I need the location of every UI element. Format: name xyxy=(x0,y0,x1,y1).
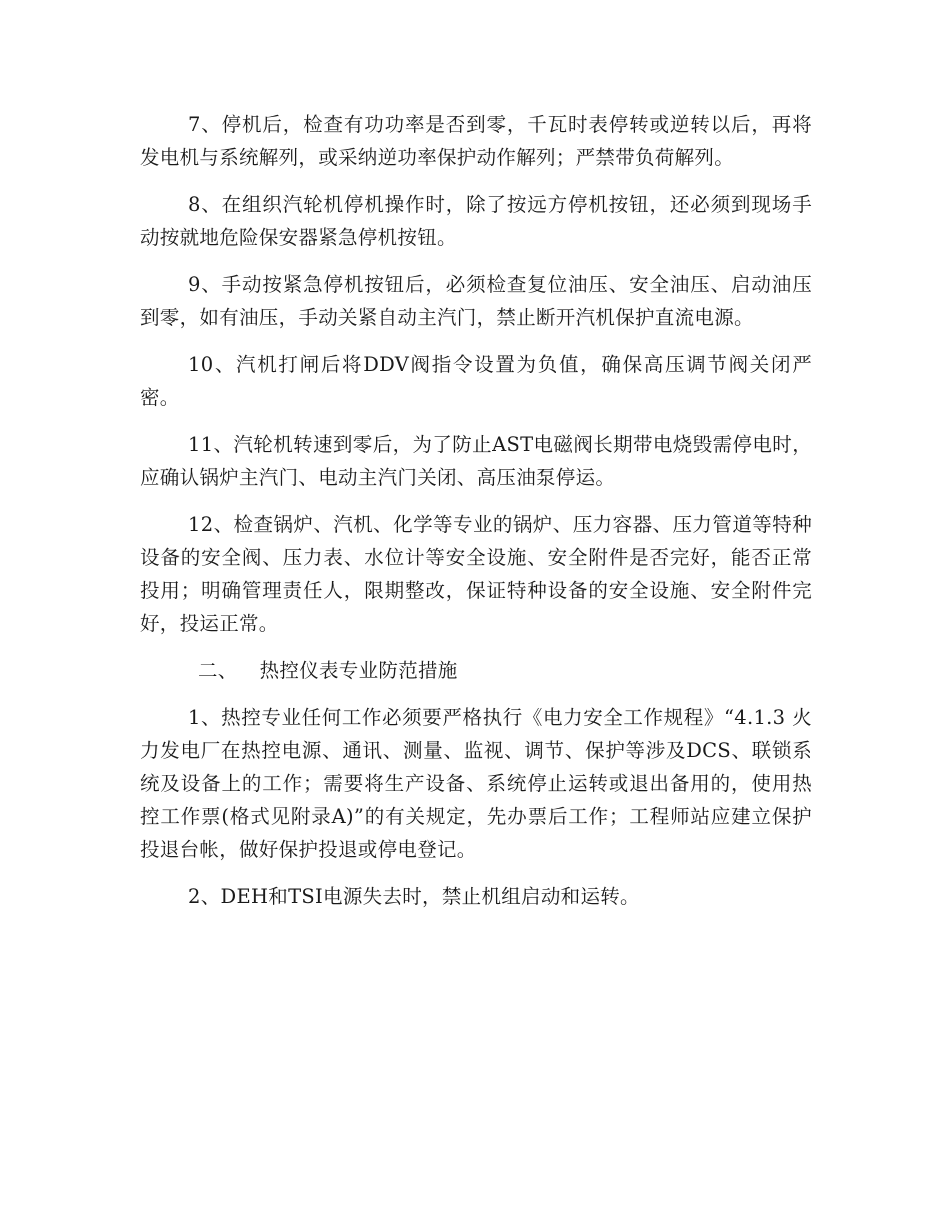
paragraph-item-7: 7、停机后，检查有功功率是否到零，千瓦时表停转或逆转以后，再将发电机与系统解列，或采纳逆功率保护动作解列；严禁带负荷解列。 xyxy=(140,113,812,169)
paragraph-item-1: 1、热控专业任何工作必须要严格执行《电力安全工作规程》“4.1.3 火力发电厂在热控电源、通讯、测量、监视、调节、保护等涉及DCS、联锁系统及设备上的工作；需要将生产设备、系统停止运转或退出备用的，使用热控工作票(格式见附录A)”的有关规定，先办票后工作；工程师站应建立保护投退台帐，做好保护投退或停电登记。 xyxy=(140,706,812,861)
paragraph-item-2: 2、DEH和TSI电源失去时，禁止机组启动和运转。 xyxy=(188,885,640,908)
paragraph-item-12: 12、检查锅炉、汽机、化学等专业的锅炉、压力容器、压力管道等特种设备的安全阀、压力表、水位计等安全设施、安全附件是否完好，能否正常投用；明确管理责任人，限期整改，保证特种设备的安全设施、安全附件完好，投运正常。 xyxy=(140,513,812,635)
paragraph-item-8: 8、在组织汽轮机停机操作时，除了按远方停机按钮，还必须到现场手动按就地危险保安器紧急停机按钮。 xyxy=(140,193,812,249)
paragraph-item-10: 10、汽机打闸后将DDV阀指令设置为负值，确保高压调节阀关闭严密。 xyxy=(140,353,812,409)
section-number: 二、 xyxy=(198,659,238,682)
section-title: 热控仪表专业防范措施 xyxy=(259,659,458,682)
document-page xyxy=(140,108,812,927)
paragraph-item-9: 9、手动按紧急停机按钮后，必须检查复位油压、安全油压、启动油压到零，如有油压，手动关紧自动主汽门，禁止断开汽机保护直流电源。 xyxy=(140,273,812,329)
section-heading xyxy=(140,654,812,687)
paragraph-item-11: 11、汽轮机转速到零后，为了防止AST电磁阀长期带电烧毁需停电时，应确认锅炉主汽门、电动主汽门关闭、高压油泵停运。 xyxy=(140,433,812,489)
